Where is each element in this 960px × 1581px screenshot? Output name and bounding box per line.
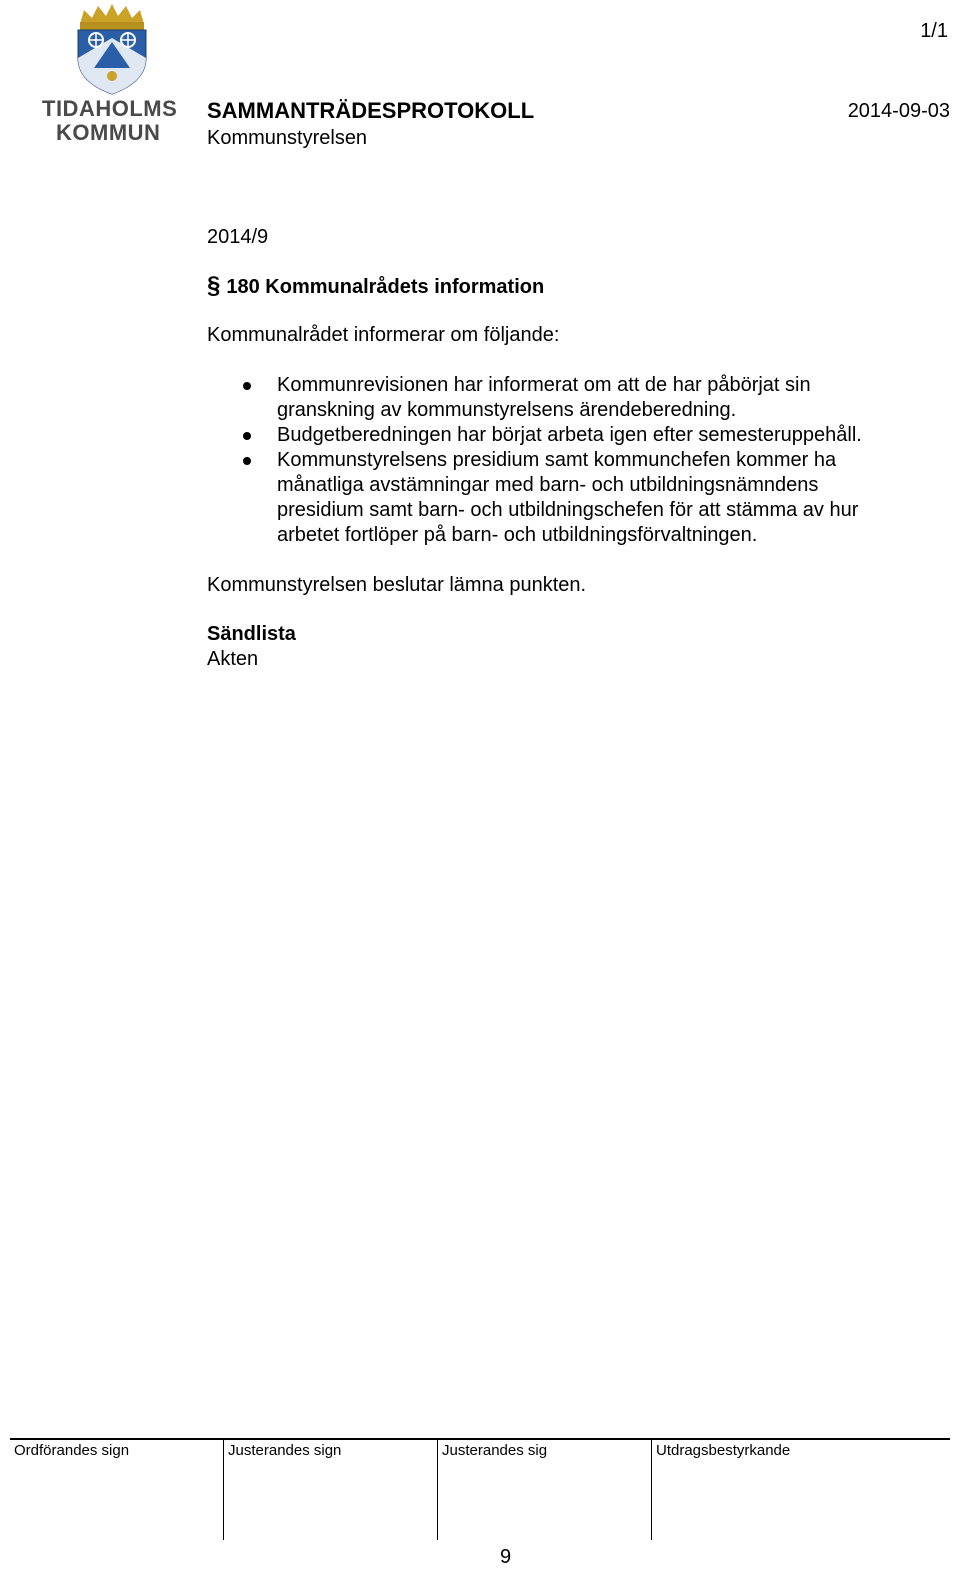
case-number: 2014/9 (207, 226, 269, 248)
coat-of-arms-icon (36, 2, 186, 97)
municipality-logo (36, 2, 186, 147)
signature-cell-adjuster-1 (224, 1440, 438, 1540)
decision-text: Kommunstyrelsen beslutar lämna punkten. (207, 574, 587, 596)
list-item-text: Kommunrevisionen har informerat om att de har påbörjat sin granskning av kommunstyrelsens ärendeberedning. (277, 374, 811, 421)
distribution-item: Akten (207, 648, 259, 670)
intro-text: Kommunalrådet informerar om följande: (207, 324, 560, 346)
distribution-label: Sändlista (207, 623, 296, 645)
document-title: SAMMANTRÄDESPROTOKOLL (207, 98, 535, 123)
logo-line-2: KOMMUN (56, 120, 161, 145)
list-item (207, 423, 907, 448)
signature-cell-chair (10, 1440, 224, 1540)
information-list (207, 373, 907, 548)
bullet-icon (243, 457, 251, 465)
page-indicator: 1/1 (920, 20, 948, 42)
document-date: 2014-09-03 (847, 100, 950, 122)
logo-line-1: TIDAHOLMS (42, 96, 178, 121)
bullet-icon (243, 432, 251, 440)
signature-label: Ordförandes sign (14, 1442, 130, 1459)
signature-label: Justerandes sig (442, 1442, 548, 1459)
signature-label: Utdragsbestyrkande (656, 1442, 791, 1459)
section-symbol: § (207, 272, 221, 299)
section-title: 180 Kommunalrådets information (226, 276, 545, 298)
signature-cell-certification (652, 1440, 865, 1540)
list-item (207, 448, 907, 548)
board-name: Kommunstyrelsen (207, 127, 368, 149)
list-item-text: Kommunstyrelsens presidium samt kommunchefen kommer ha månatliga avstämningar med barn- och utbildningsnämndens presidium samt barn- och utbildningschefen för att stämma av hur arbetet fortlöper på barn- och utbildningsförvaltningen. (277, 449, 859, 546)
list-item-text: Budgetberedningen har börjat arbeta igen efter semesteruppehåll. (277, 424, 862, 446)
signature-cell-adjuster-2 (438, 1440, 652, 1540)
section-heading (207, 272, 544, 300)
page-number: 9 (500, 1546, 512, 1568)
list-item (207, 373, 907, 423)
signature-label: Justerandes sign (228, 1442, 342, 1459)
bullet-icon (243, 382, 251, 390)
